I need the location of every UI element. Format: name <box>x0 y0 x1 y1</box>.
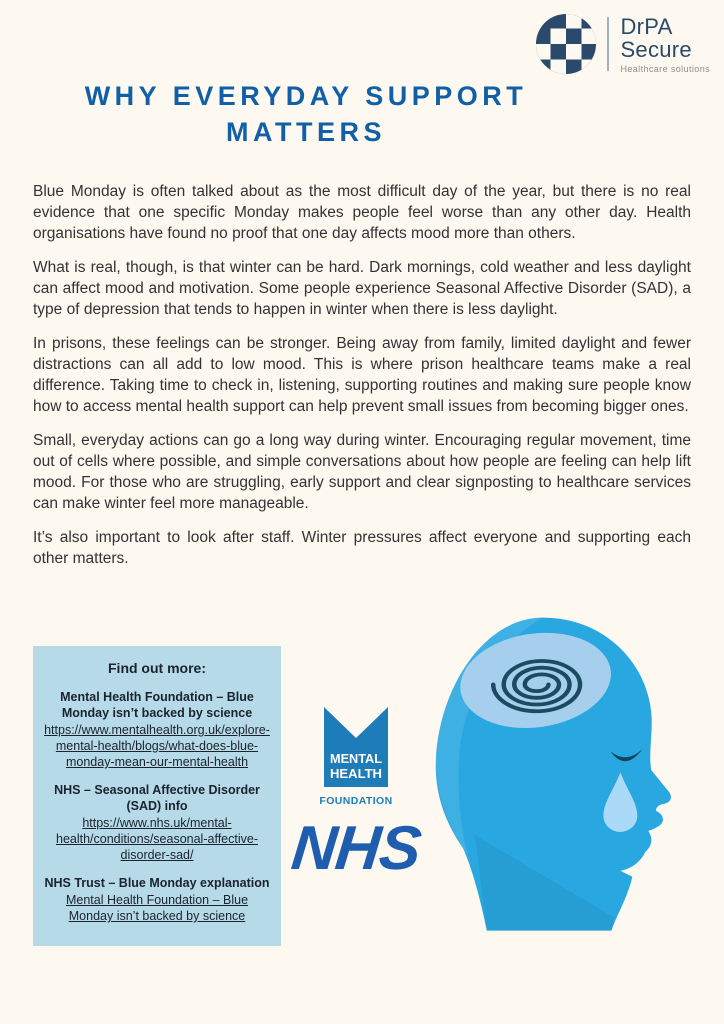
brand-name-line1: DrPA <box>620 13 673 39</box>
resource-item-mhf <box>43 689 271 770</box>
resource-link-mhf[interactable]: https://www.mentalhealth.org.uk/explore-mental-health/blogs/what-does-blue-monday-mean-our-mental-health <box>44 723 270 769</box>
resource-link-nhs-trust[interactable]: Mental Health Foundation – Blue Monday isn’t backed by science <box>65 893 249 923</box>
mhf-banner-icon <box>324 707 388 787</box>
brand-divider <box>607 17 609 71</box>
paragraph-prisons: In prisons, these feelings can be stronger. Being away from family, limited daylight and fewer distractions can all add to low mood. This is where prison healthcare teams make a real difference. Taking time to check in, listening, supporting routines and making sure people know how to access mental health support can help prevent small issues from becoming bigger ones. <box>33 335 691 415</box>
paragraph-staff: It’s also important to look after staff. Winter pressures affect everyone and supporting each other matters. <box>33 529 691 567</box>
resource-title: NHS – Seasonal Affective Disorder (SAD) info <box>54 783 260 813</box>
page-title-line1: WHY EVERYDAY SUPPORT <box>84 81 528 111</box>
brand-tagline: Healthcare solutions <box>620 63 710 74</box>
mhf-text-foundation: FOUNDATION <box>319 795 393 807</box>
page-title-line2: MATTERS <box>226 117 386 147</box>
nhs-logo: NHS <box>288 814 424 883</box>
body-text <box>33 181 691 582</box>
paragraph-everyday-actions: Small, everyday actions can go a long way during winter. Encouraging regular movement, time out of cells where possible, and simple conversations about how people are feeling can help lift mood. For those who are struggling, early support and clear signposting to healthcare services can make winter feel more manageable. <box>33 432 691 512</box>
page-title <box>0 78 612 150</box>
resource-title: Mental Health Foundation – Blue Monday isn’t backed by science <box>60 690 254 720</box>
mhf-text-health: HEALTH <box>330 766 382 781</box>
resource-item-nhs-trust <box>43 875 271 924</box>
resource-link-nhs-sad[interactable]: https://www.nhs.uk/mental-health/conditions/seasonal-affective-disorder-sad/ <box>56 816 258 862</box>
brand-name-line2: Secure <box>620 36 692 62</box>
paragraph-blue-monday: Blue Monday is often talked about as the most difficult day of the year, but there is no real evidence that one specific Monday makes people feel worse than any other day. Health organisations have found no proof that one day affects mood more than others. <box>33 183 691 242</box>
brand-logo <box>535 13 710 75</box>
mhf-text-mental: MENTAL <box>330 751 383 766</box>
find-out-more-heading: Find out more: <box>108 660 206 676</box>
sad-head-illustration <box>425 600 724 1024</box>
resource-item-nhs-sad <box>43 782 271 863</box>
find-out-more-box <box>33 646 281 946</box>
mental-health-foundation-logo <box>318 707 394 807</box>
checkered-cross-icon <box>535 13 597 75</box>
resource-title: NHS Trust – Blue Monday explanation <box>44 876 270 890</box>
paragraph-winter: What is real, though, is that winter can be hard. Dark mornings, cold weather and less daylight can affect mood and motivation. Some people experience Seasonal Affective Disorder (SAD), a type of depression that tends to happen in winter when there is less daylight. <box>33 259 691 318</box>
